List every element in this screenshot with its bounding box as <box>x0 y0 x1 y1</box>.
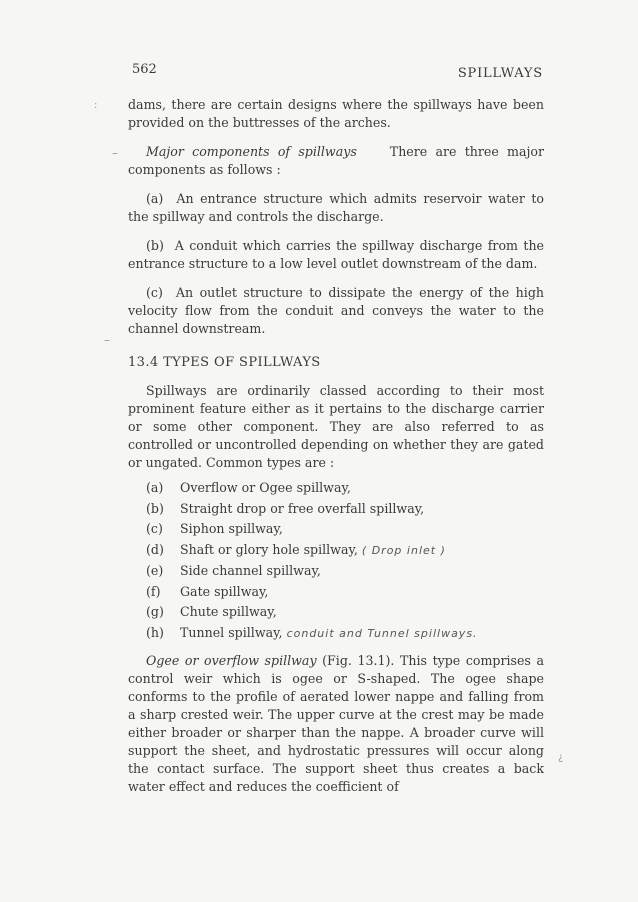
type-label: (e) <box>146 563 164 578</box>
type-label: (b) <box>146 500 164 516</box>
list-item <box>146 623 544 645</box>
section-intro: Spillways are ordinarily classed according to their most prominent feature either as it pertains to the discharge carrier or some other component. They are also referred to as controlled or uncontrolled depending on whether they are gated or ungated. Common types are : <box>128 383 544 470</box>
ogee-text: (Fig. 13.1). This type comprises a control weir which is ogee or S-shaped. The ogee shape conforms to the profile of aerated lower nappe and falling from a sharp crested weir. The upper curve at the crest may be made either broader or sharper than the nappe. A broader curve will support the sheet, and hydrostatic pressures will occur along the contact surface. The support sheet thus creates a back water effect and reduces the coefficient of <box>128 653 544 794</box>
list-item <box>146 561 544 582</box>
type-label: (g) <box>146 604 164 619</box>
component-text: A conduit which carries the spillway discharge from the entrance structure to a low level outlet downstream of the dam. <box>128 238 545 271</box>
section-heading: 13.4 TYPES OF SPILLWAYS <box>128 355 321 370</box>
page-body <box>128 96 544 807</box>
ogee-paragraph <box>128 652 544 796</box>
type-text: Overflow or Ogee spillway, <box>180 480 351 495</box>
components-text: There are three major components as follows : <box>128 144 545 177</box>
component-label: (b) <box>146 238 164 253</box>
type-text: Shaft or glory hole spillway, <box>180 541 358 557</box>
type-label: (d) <box>146 541 164 557</box>
list-item <box>146 602 544 623</box>
list-item <box>146 540 544 562</box>
type-text: Tunnel spillway, <box>180 624 283 640</box>
component-text: An entrance structure which admits reservoir water to the spillway and controls the discharge. <box>128 191 544 224</box>
spillway-types-list <box>128 478 544 644</box>
type-text: Gate spillway, <box>180 583 269 599</box>
list-item <box>146 499 544 520</box>
list-item <box>146 582 544 603</box>
type-text: Side channel spillway, <box>180 563 321 578</box>
list-item <box>146 478 544 499</box>
type-label: (a) <box>146 480 164 495</box>
margin-mark: : <box>94 100 98 111</box>
type-text: Straight drop or free overfall spillway, <box>180 500 425 516</box>
list-item <box>146 519 544 540</box>
margin-mark: – <box>112 146 118 160</box>
handwritten-note: conduit and Tunnel spillways. <box>286 626 478 640</box>
component-label: (a) <box>146 191 164 206</box>
type-label: (f) <box>146 583 161 599</box>
handwritten-note: ( Drop inlet ) <box>361 543 446 557</box>
ogee-caption: Ogee or overflow spillway <box>146 653 317 668</box>
component-label: (c) <box>146 285 163 300</box>
components-caption: Major components of spillways <box>146 144 357 159</box>
component-item <box>128 190 544 226</box>
margin-mark: ¿ <box>558 752 564 763</box>
margin-mark: – <box>104 333 110 347</box>
component-item <box>128 237 544 273</box>
type-label: (h) <box>146 624 164 640</box>
type-text: Siphon spillway, <box>180 521 283 536</box>
component-text: An outlet structure to dissipate the energy of the high velocity flow from the conduit and conveys the water to the channel downstream. <box>128 285 544 336</box>
type-label: (c) <box>146 521 163 536</box>
page-number: 562 <box>132 62 157 77</box>
component-item <box>128 284 544 338</box>
running-header: SPILLWAYS <box>457 66 543 81</box>
intro-paragraph: dams, there are certain designs where the spillways have been provided on the buttresses of the arches. <box>128 97 544 130</box>
components-paragraph <box>128 143 544 179</box>
type-text: Chute spillway, <box>180 604 277 619</box>
